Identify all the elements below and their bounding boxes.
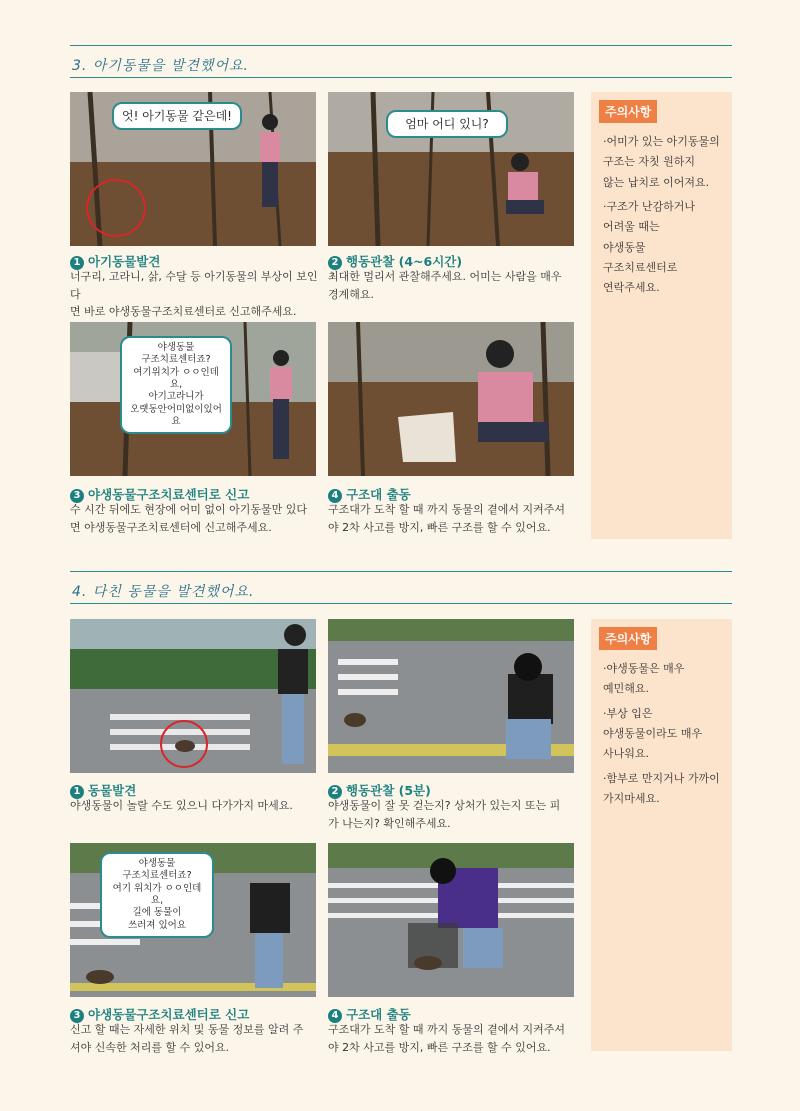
baby-animal-highlight-circle <box>86 179 146 237</box>
step-description: 야생동물이 놀랄 수도 있으니 다가가지 마세요. <box>70 799 293 812</box>
caution-item: ·부상 입은 야생동물이라도 매우 사나워요. <box>603 706 703 761</box>
section4-top-rule <box>70 571 732 572</box>
photo-rescue-team-injured <box>328 843 574 997</box>
step-number-badge: 4 <box>328 1009 342 1023</box>
caution-item: ·야생동물은 매우 예민해요. <box>603 662 685 696</box>
section3-title: 3. 아기동물을 발견했어요. <box>72 58 249 74</box>
step-description: 신고 할 때는 자세한 위치 및 동물 정보를 알려 주 셔야 신속한 처리를 할 수 있어요. <box>70 1023 304 1054</box>
speech-bubble: 야생동물 구조치료센터죠? 여기 위치가 ㅇㅇ인데요, 길에 동물이 쓰러져 있어요 <box>100 852 214 938</box>
step-description: 구조대가 도착 할 때 까지 동물의 곁에서 지켜주셔 야 2차 사고를 방지, 빠른 구조를 할 수 있어요. <box>328 503 565 534</box>
step-title-text: 동물발견 <box>88 783 137 798</box>
step-title-text: 아기동물발견 <box>88 254 161 269</box>
step-title-text: 행동관찰 (5분) <box>346 783 431 798</box>
speech-bubble: 야생동물 구조치료센터죠? 여기위치가 ㅇㅇ인데요, 아기고라니가 오랫동안어미없이있어요 <box>120 336 232 434</box>
photo-rescue-team <box>328 322 574 476</box>
caution-list <box>603 659 727 813</box>
photo-observe-injured-animal <box>328 619 574 773</box>
step-title-text: 야생동물구조치료센터로 신고 <box>88 1007 250 1022</box>
caution-item: ·함부로 만지거나 가까이 가지마세요. <box>603 771 720 806</box>
section4-title: 4. 다친 동물을 발견했어요. <box>72 584 255 600</box>
step-number-badge: 2 <box>328 785 342 799</box>
step-number-badge: 4 <box>328 489 342 503</box>
step-description: 구조대가 도착 할 때 까지 동물의 곁에서 지켜주셔 야 2차 사고를 방지, 빠른 구조를 할 수 있어요. <box>328 1023 565 1054</box>
step-title-text: 구조대 출동 <box>346 487 411 502</box>
caution-tag: 주의사항 <box>599 627 657 650</box>
step-number-badge: 2 <box>328 256 342 270</box>
caution-item: ·어미가 있는 아기동물의 구조는 자칫 원하지 않는 납치로 이어져요. <box>603 135 720 189</box>
step-description: 너구리, 고라니, 삵, 수달 등 아기동물의 부상이 보인다 면 바로 야생동물구조치료센터로 신고해주세요. <box>70 270 318 319</box>
caution-item: ·구조가 난감하거나 어려울 때는 야생동물 구조치료센터로 연락주세요. <box>603 200 696 295</box>
speech-bubble: 엇! 아기동물 같은데! <box>112 102 242 130</box>
caution-list <box>603 132 727 303</box>
step-number-badge: 3 <box>70 1009 84 1023</box>
step-title-text: 구조대 출동 <box>346 1007 411 1022</box>
speech-bubble: 엄마 어디 있니? <box>386 110 508 138</box>
caution-tag: 주의사항 <box>599 100 657 123</box>
step-description: 야생동물이 잘 못 걷는지? 상처가 있는지 또는 피 가 나는지? 확인해주세요. <box>328 799 561 830</box>
step-title-text: 야생동물구조치료센터로 신고 <box>88 487 250 502</box>
step-description: 최대한 멀리서 관찰해주세요. 어미는 사람을 매우 경계해요. <box>328 270 562 301</box>
step-title-text: 행동관찰 (4~6시간) <box>346 254 463 269</box>
section3-top-rule <box>70 45 732 46</box>
caution-box <box>591 619 732 1051</box>
section4-bottom-rule <box>70 603 732 604</box>
step-number-badge: 1 <box>70 785 84 799</box>
section3-bottom-rule <box>70 77 732 78</box>
step-number-badge: 3 <box>70 489 84 503</box>
step-description: 수 시간 뒤에도 현장에 어미 없이 아기동물만 있다 면 야생동물구조치료센터에 신고해주세요. <box>70 503 307 534</box>
injured-animal-highlight-circle <box>160 720 208 768</box>
step-number-badge: 1 <box>70 256 84 270</box>
caution-box <box>591 92 732 539</box>
